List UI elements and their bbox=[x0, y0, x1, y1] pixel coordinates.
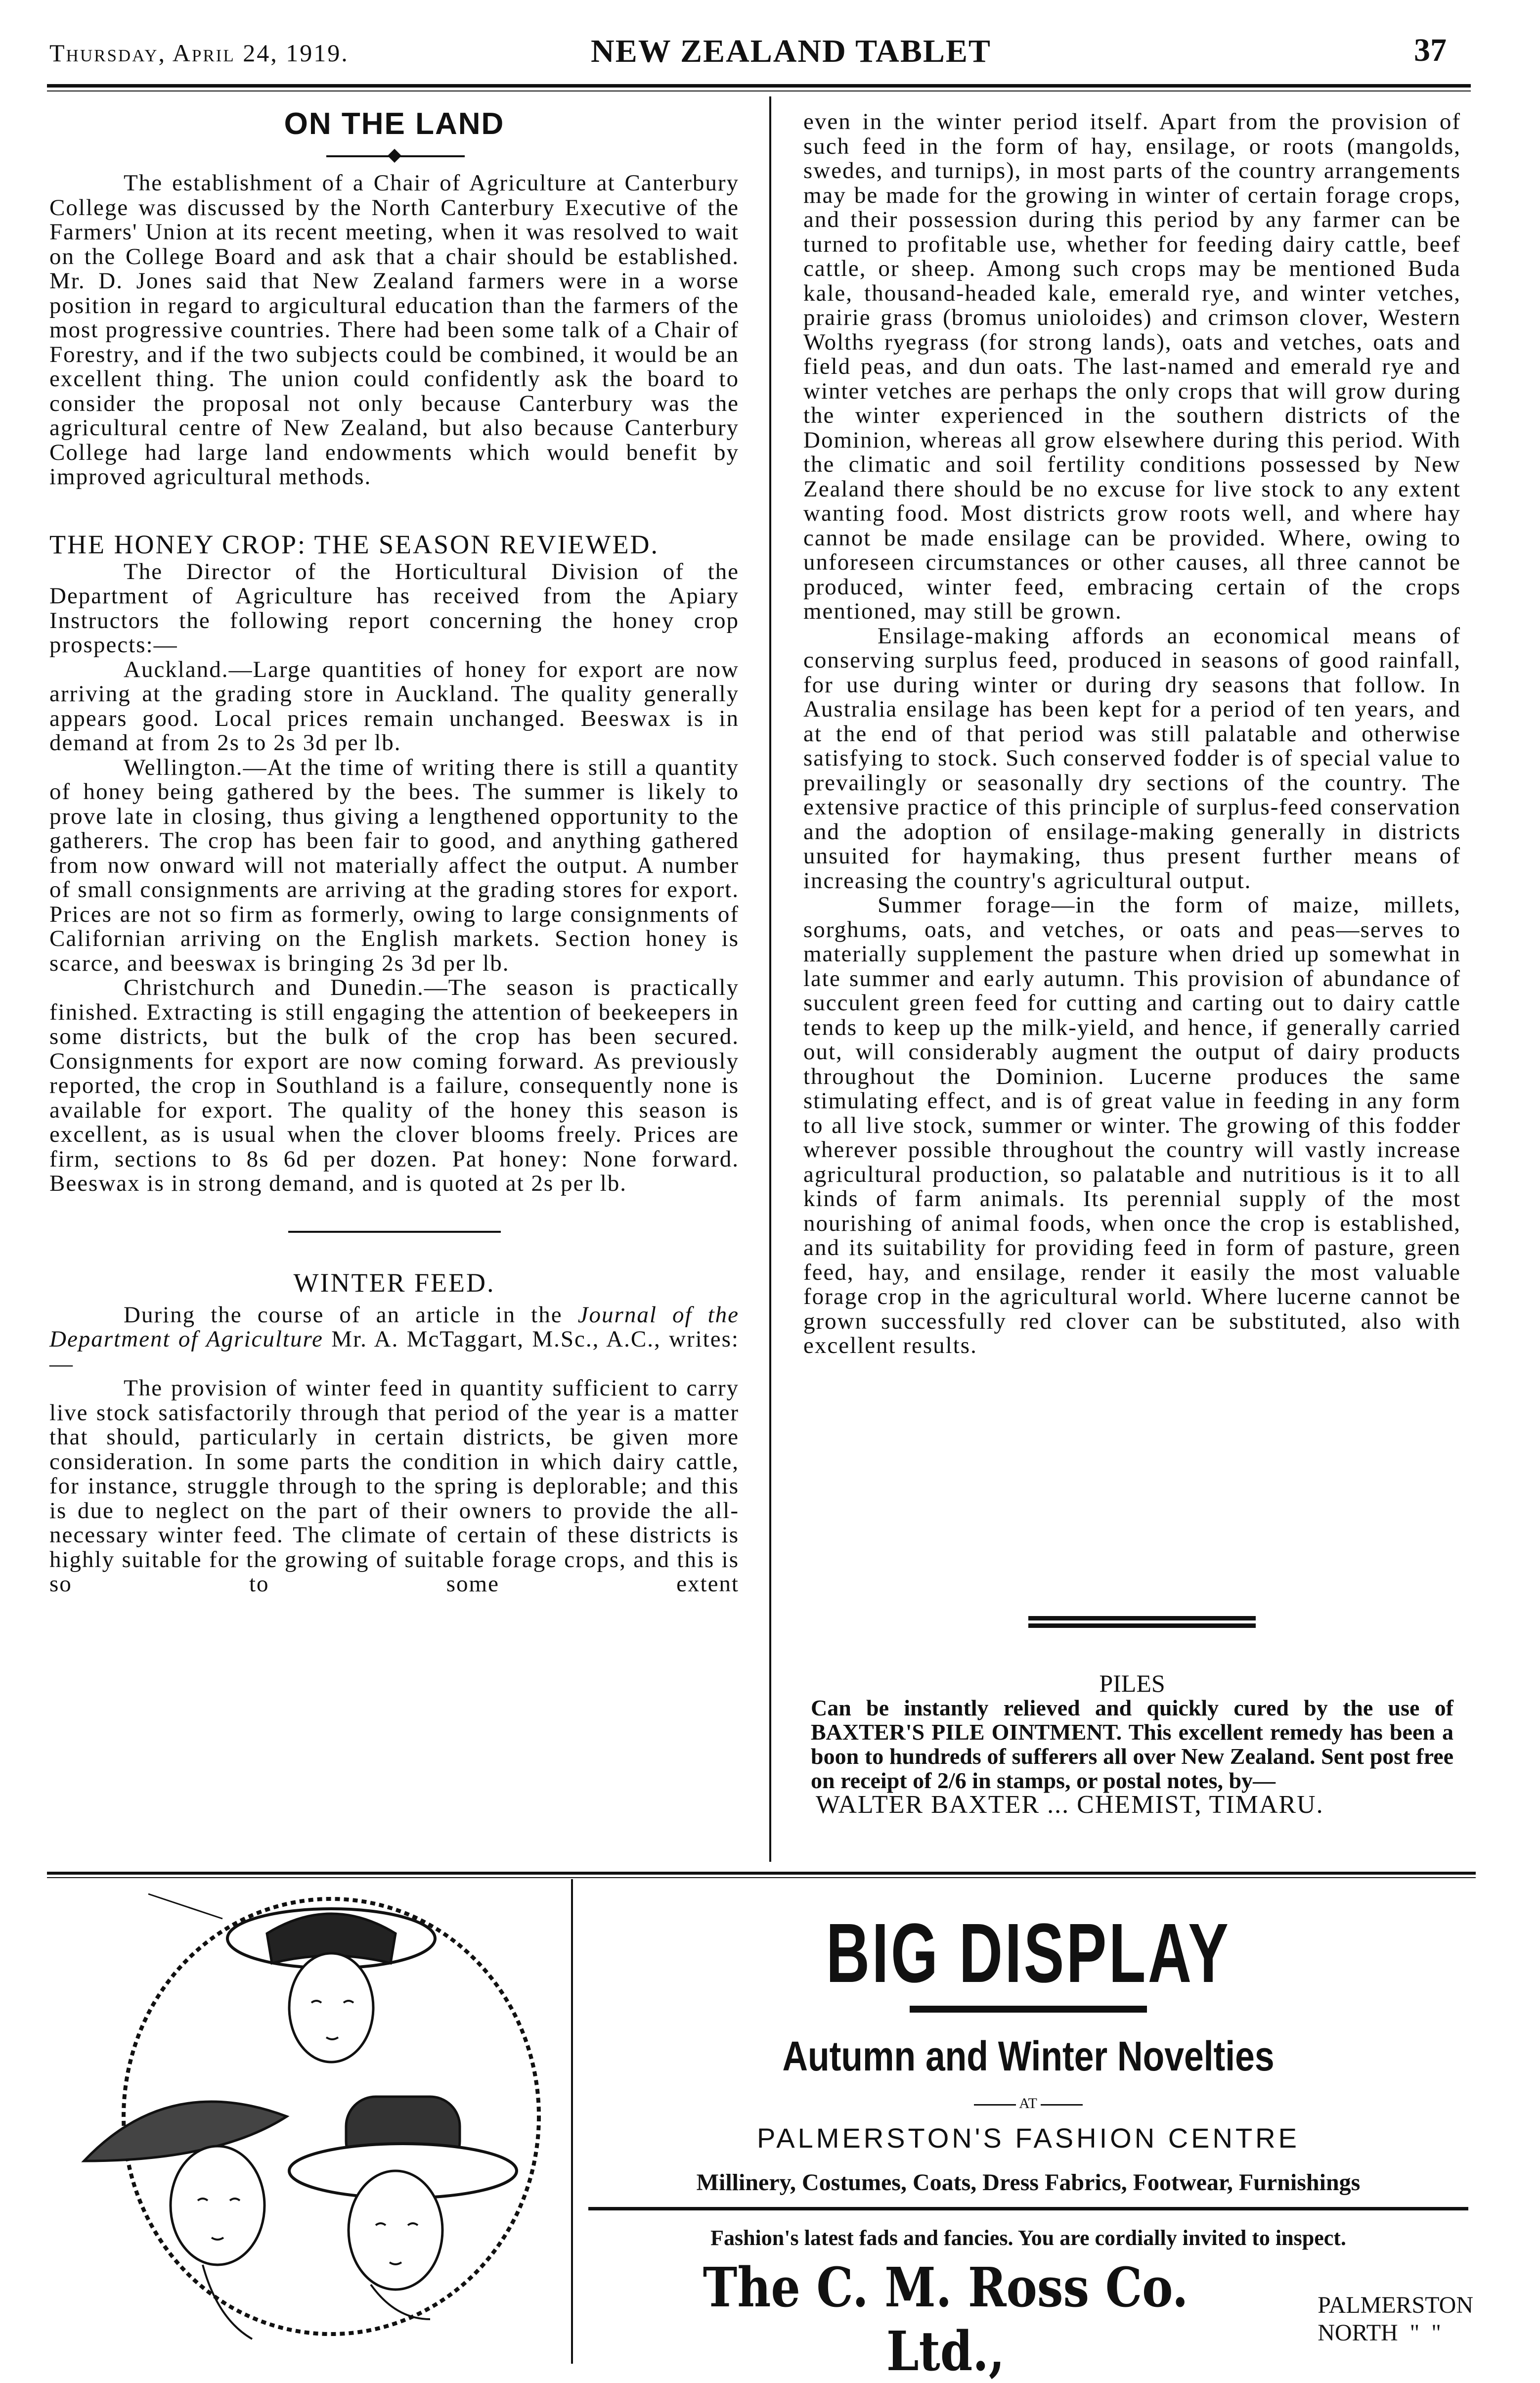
ad-subhead: Autumn and Winter Novelties bbox=[782, 2033, 1275, 2079]
paragraph: Summer forage—in the form of maize, millets, sorghums, oats, and vetches, or oats and peas—serves to materially supplement the pasture when dried up somewhat in late summer and early autumn. This provision of abundance of succulent green feed for cutting and carting out to dairy cattle tends to keep up the milk-yield, and hence, if generally carried out, will considerably augment the output of dairy products throughout the Dominion. Lucerne produces the same stimulating effect, and is of great value in feeding in any form to all live stock, summer or winter. The growing of this fodder wherever possible throughout the country will vastly increase agricultural production, so palatable and nutritious is it to all kinds of farm animals. Its perennial supply of the most nourishing of animal foods, when once the crop is established, and its suitability for providing feed in form of pasture, green feed, hay, and ensilage, render it easily the most valuable forage crop in the agricultural world. Where lucerne cannot be grown successfully red clover can be substituted, also with excellent results. bbox=[803, 892, 1461, 1358]
piles-ad bbox=[811, 1671, 1453, 1817]
ad-section-rule-thin bbox=[47, 1877, 1476, 1878]
paragraph: even in the winter period itself. Apart from the provision of such feed in the form of hay, ensilage, or roots (mangolds, swedes, and turnips), in most parts of the country arrangements may be made for the growing in winter of certain forage crops, and their possession during this period by any farmer can be turned to profitable use, whether for feeding dairy cattle, beef cattle, or sheep. Among such crops may be mentioned Buda kale, thousand-headed kale, emerald rye, and winter vetches, prairie grass (bromus unioloides) and crimson clover, Western Wolths ryegrass (for strong lands), oats and vetches, oats and field peas, and dun oats. The last-named and emerald rye and winter vetches are perhaps the only crops that will grow during the winter experienced in the southern districts of the Dominion, whereas all grow elsewhere during this period. With the climatic and soil fertility conditions possessed by New Zealand there should be no excuse for live stock to any extent wanting food. Most districts grow roots well, and where hay cannot be made ensilage can be provided. Where, owing to unforeseen circumstances or other causes, all three cannot be produced, winter feed, embracing certain of the crops mentioned, may still be grown. bbox=[803, 109, 1461, 624]
piles-signature: WALTER BAXTER ... CHEMIST, TIMARU. bbox=[816, 1791, 1324, 1819]
ad-headline: BIG DISPLAY bbox=[826, 1906, 1231, 2000]
column-divider bbox=[769, 96, 771, 1862]
winter-feed-article-right bbox=[803, 110, 1461, 1358]
ad-location-1: PALMERSTON bbox=[1318, 2292, 1473, 2318]
ad-rule bbox=[1028, 1616, 1256, 1620]
winter-feed-article-left bbox=[49, 1303, 739, 1597]
on-the-land-heading: ON THE LAND bbox=[284, 107, 505, 141]
paragraph: Christchurch and Dunedin.—The season is practically finished. Extracting is still engaging the attention of beekeepers in some districts, but the bulk of the crop has been secured. Consignments for export are now coming forward. As previously reported, the crop in Southland is a failure, consequently none is available for export. The quality of the honey this season is excellent, as is usual when the clover blooms freely. Prices are firm, sections to 8s 6d per dozen. Pat honey: None forward. Beeswax is in strong demand, and is quoted at 2s per lb. bbox=[49, 975, 739, 1196]
ad-goods: Millinery, Costumes, Coats, Dress Fabrics, Footwear, Furnishings bbox=[696, 2169, 1361, 2196]
ad-signature bbox=[583, 2255, 1473, 2383]
piles-body: Can be instantly relieved and quickly cured by the use of BAXTER'S PILE OINTMENT. This excellent remedy has been a boon to hundreds of sufferers all over New Zealand. Sent post free on receipt of 2/6 in stamps, or postal notes, by— bbox=[811, 1695, 1453, 1793]
paragraph: The provision of winter feed in quantity sufficient to carry live stock satisfactorily through that period of the year is a matter that should, particularly in certain districts, be given more consideration. In some parts the condition in which dairy cattle, for instance, struggle through to the spring is deplorable; and this is due to neglect on the part of their owners to provide the all-necessary winter feed. The climate of certain of these districts is highly suitable for the growing of suitable forage crops, and this is so to some extent bbox=[49, 1375, 739, 1597]
on-the-land-article bbox=[49, 171, 739, 490]
ad-company: The C. M. Ross Co. Ltd., bbox=[703, 2255, 1188, 2383]
section-rule bbox=[288, 1231, 501, 1233]
paragraph: The Director of the Horticultural Division of the Department of Agriculture has received from the Apiary Instructors the following report concerning the honey crop prospects:— bbox=[49, 558, 739, 658]
paragraph: Auckland.—Large quantities of honey for export are now arriving at the grading store in Auckland. The quality generally appears good. Local prices remain unchanged. Beeswax is in demand at from 2s to 2s 3d per lb. bbox=[49, 656, 739, 756]
fashion-ad bbox=[583, 1879, 1473, 2383]
headline-underline bbox=[910, 2006, 1147, 2013]
winter-feed-heading: WINTER FEED. bbox=[293, 1267, 495, 1298]
paragraph: The establishment of a Chair of Agriculture at Canterbury College was discussed by the North Canterbury Executive of the Farmers' Union at its recent meeting, when it was resolved to wait on the College Board and ask that a chair should be established. Mr. D. Jones said that New Zealand farmers were in a worse position in regard to argicultural education than the farmers of the most progressive countries. There had been some talk of a Chair of Forestry, and if the two subjects could be combined, it would be an excellent thing. The union could confidently ask the board to consider the proposal not only because Canterbury was the agricultural centre of New Zealand, but also because Canterbury College had large land endowments which would benefit by improved agricultural methods. bbox=[49, 170, 739, 490]
ad-at: AT bbox=[583, 2095, 1473, 2112]
ornament-rule bbox=[49, 141, 739, 171]
header-rule-thin bbox=[47, 90, 1471, 91]
masthead-title: NEW ZEALAND TABLET bbox=[591, 33, 991, 69]
right-column bbox=[803, 110, 1461, 1358]
ad-divider bbox=[588, 2207, 1468, 2210]
ad-rule bbox=[1028, 1623, 1256, 1628]
journal-title: Journal of the Department of Agriculture bbox=[49, 1302, 739, 1352]
ad-fashion-centre: PALMERSTON'S FASHION CENTRE bbox=[757, 2122, 1300, 2154]
paragraph: Wellington.—At the time of writing there is still a quantity of honey being gathered by the bees. The summer is likely to prove late in closing, thus giving a lengthened opportunity to the gatherers. The crop has been fair to good, and anything gathered from now onward will not materially affect the output. A number of small consignments are arriving at the grading stores for export. Prices are not so firm as formerly, owing to large consignments of Californian arriving on the English markets. Section honey is scarce, and beeswax is bringing 2s 3d per lb. bbox=[49, 754, 739, 976]
ad-section-rule bbox=[47, 1872, 1476, 1875]
issue-date: Thursday, April 24, 1919. bbox=[49, 39, 349, 67]
ad-invite: Fashion's latest fads and fancies. You are cordially invited to inspect. bbox=[710, 2226, 1346, 2250]
piles-heading: PILES bbox=[1099, 1669, 1165, 1697]
ad-location-2: NORTH " " bbox=[1318, 2320, 1441, 2346]
paragraph: Ensilage-making affords an economical means of conserving surplus feed, produced in seasons of good rainfall, for use during winter or during dry seasons that follow. In Australia ensilage has been kept for a period of ten years, and at the end of that period was still palatable and otherwise satisfying to stock. Such conserved fodder is of special value to prevailingly or seasonally dry sections of the country. The extensive practice of this principle of surplus-feed conservation and the adoption of ensilage-making generally in districts unsuited for haymaking, thus present further means of increasing the country's agricultural output. bbox=[803, 623, 1461, 894]
honey-crop-heading: THE HONEY CROP: THE SEASON REVIEWED. bbox=[49, 529, 659, 559]
fashion-illustration bbox=[54, 1884, 569, 2359]
paragraph-intro: During the course of an article in the Journal of the Department of Agriculture Mr. A. McTaggart, M.Sc., A.C., writes:— bbox=[49, 1302, 739, 1377]
left-column bbox=[49, 106, 739, 1597]
illustration-border bbox=[571, 1879, 573, 2364]
page-number: 37 bbox=[1414, 32, 1447, 68]
header-rule bbox=[47, 84, 1471, 88]
honey-crop-article bbox=[49, 560, 739, 1196]
